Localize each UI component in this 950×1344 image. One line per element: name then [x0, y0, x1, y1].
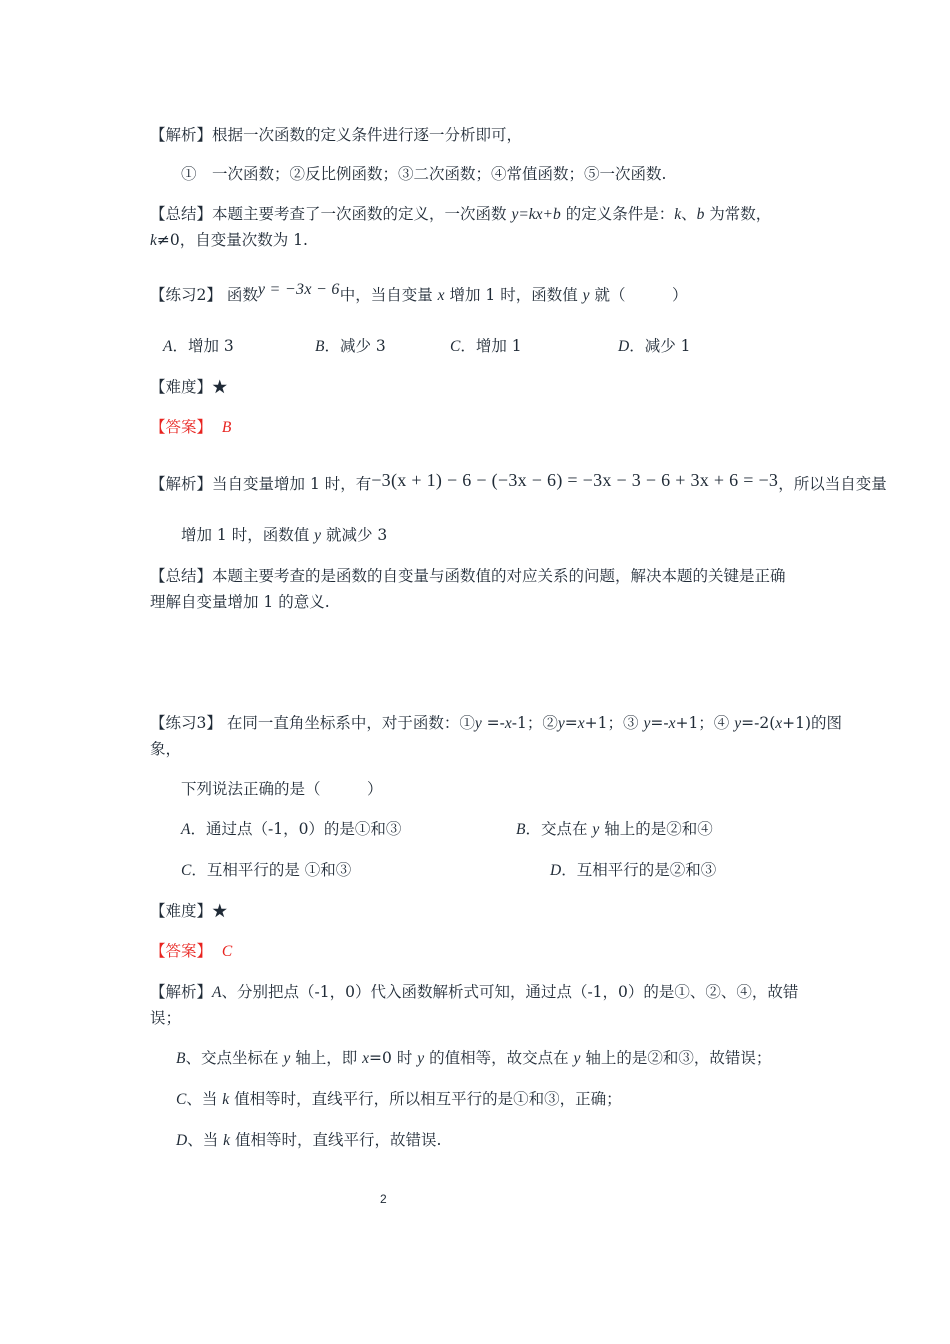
exercise2-option-d: D．减少 1 — [618, 337, 691, 355]
exercise2-option-a: A．增加 3 — [163, 337, 234, 355]
exercise3-analysis-c: C、当 k 值相等时，直线平行，所以相互平行的是①和③，正确； — [176, 1090, 622, 1108]
exercise3-question-line-3: 下列说法正确的是（ ） — [181, 780, 383, 798]
exercise2-analysis-line-2: 增加 1 时，函数值 y 就减少 3 — [181, 526, 388, 544]
exercise3-analysis-d: D、当 k 值相等时，直线平行，故错误. — [176, 1131, 442, 1149]
exercise2-answer: 【答案】 B — [150, 418, 232, 436]
page-number: 2 — [380, 1192, 387, 1206]
exercise2-answer-value: B — [221, 419, 232, 436]
exercise3-analysis-line-2: 误； — [150, 1009, 182, 1027]
summary-tag: 【总结】 — [150, 205, 213, 223]
exercise2-difficulty: 【难度】★ — [150, 378, 228, 396]
exercise3-question-line-2: 象， — [150, 740, 182, 758]
summary-line-1: 【总结】本题主要考查了一次函数的定义，一次函数 y=kx+b 的定义条件是：k、b 为常数， — [150, 205, 772, 223]
exercise3-analysis-line-1: 【解析】A、分别把点（-1，0）代入函数解析式可知，通过点（-1，0）的是①、②、④，故错 — [150, 983, 799, 1001]
exercise2-analysis-equation: −3(x + 1) − 6 − (−3x − 6) = −3x − 3 − 6 + 3x + 6 = −3 — [371, 470, 779, 490]
exercise2-option-b: B．减少 3 — [315, 337, 386, 355]
exercise3-answer-value: C — [221, 943, 233, 960]
analysis-tag: 【解析】 — [150, 126, 213, 144]
exercise3-option-b: B．交点在 y 轴上的是②和④ — [516, 820, 713, 838]
exercise3-option-c: C．互相平行的是 ①和③ — [181, 861, 352, 879]
exercise2-tag: 【练习2】 — [150, 286, 222, 304]
exercise3-difficulty: 【难度】★ — [150, 902, 228, 920]
exercise2-summary-line-2: 理解自变量增加 1 的意义. — [150, 593, 330, 611]
exercise3-analysis-b: B、交点坐标在 y 轴上，即 x=0 时 y 的值相等，故交点在 y 轴上的是②和③，故错误； — [176, 1049, 772, 1067]
difficulty-stars: ★ — [212, 378, 228, 396]
exercise3-option-a: A．通过点（-1，0）的是①和③ — [181, 820, 402, 838]
exercise3-tag: 【练习3】 — [150, 714, 222, 732]
analysis-line-1: 【解析】根据一次函数的定义条件进行逐一分析即可， — [150, 126, 523, 144]
exercise2-question: 【练习2】 函数y = −3x − 6中，当自变量 x 增加 1 时，函数值 y 就（ ） — [150, 281, 688, 304]
exercise2-analysis-line-1: 【解析】当自变量增加 1 时，有−3(x + 1) − 6 − (−3x − 6) = −3x − 3 − 6 + 3x + 6 = −3，所以当自变量 — [150, 470, 887, 493]
exercise2-summary-line-1: 【总结】本题主要考查的是函数的自变量与函数值的对应关系的问题，解决本题的关键是正确 — [150, 567, 786, 585]
exercise3-option-d: D．互相平行的是②和③ — [550, 861, 717, 879]
exercise2-equation: y = −3x − 6 — [257, 281, 340, 298]
difficulty-stars: ★ — [212, 902, 228, 920]
exercise3-question-line-1: 【练习3】 在同一直角坐标系中，对于函数：①y =-x-1；②y=x+1；③ y=-x+1；④ y=-2(x+1)的图 — [150, 714, 843, 732]
analysis-items: ① 一次函数；②反比例函数；③二次函数；④常值函数；⑤一次函数. — [181, 165, 667, 183]
summary-line-2: k≠0，自变量次数为 1. — [150, 231, 308, 249]
exercise2-option-c: C．增加 1 — [450, 337, 522, 355]
exercise3-answer: 【答案】 C — [150, 942, 233, 960]
